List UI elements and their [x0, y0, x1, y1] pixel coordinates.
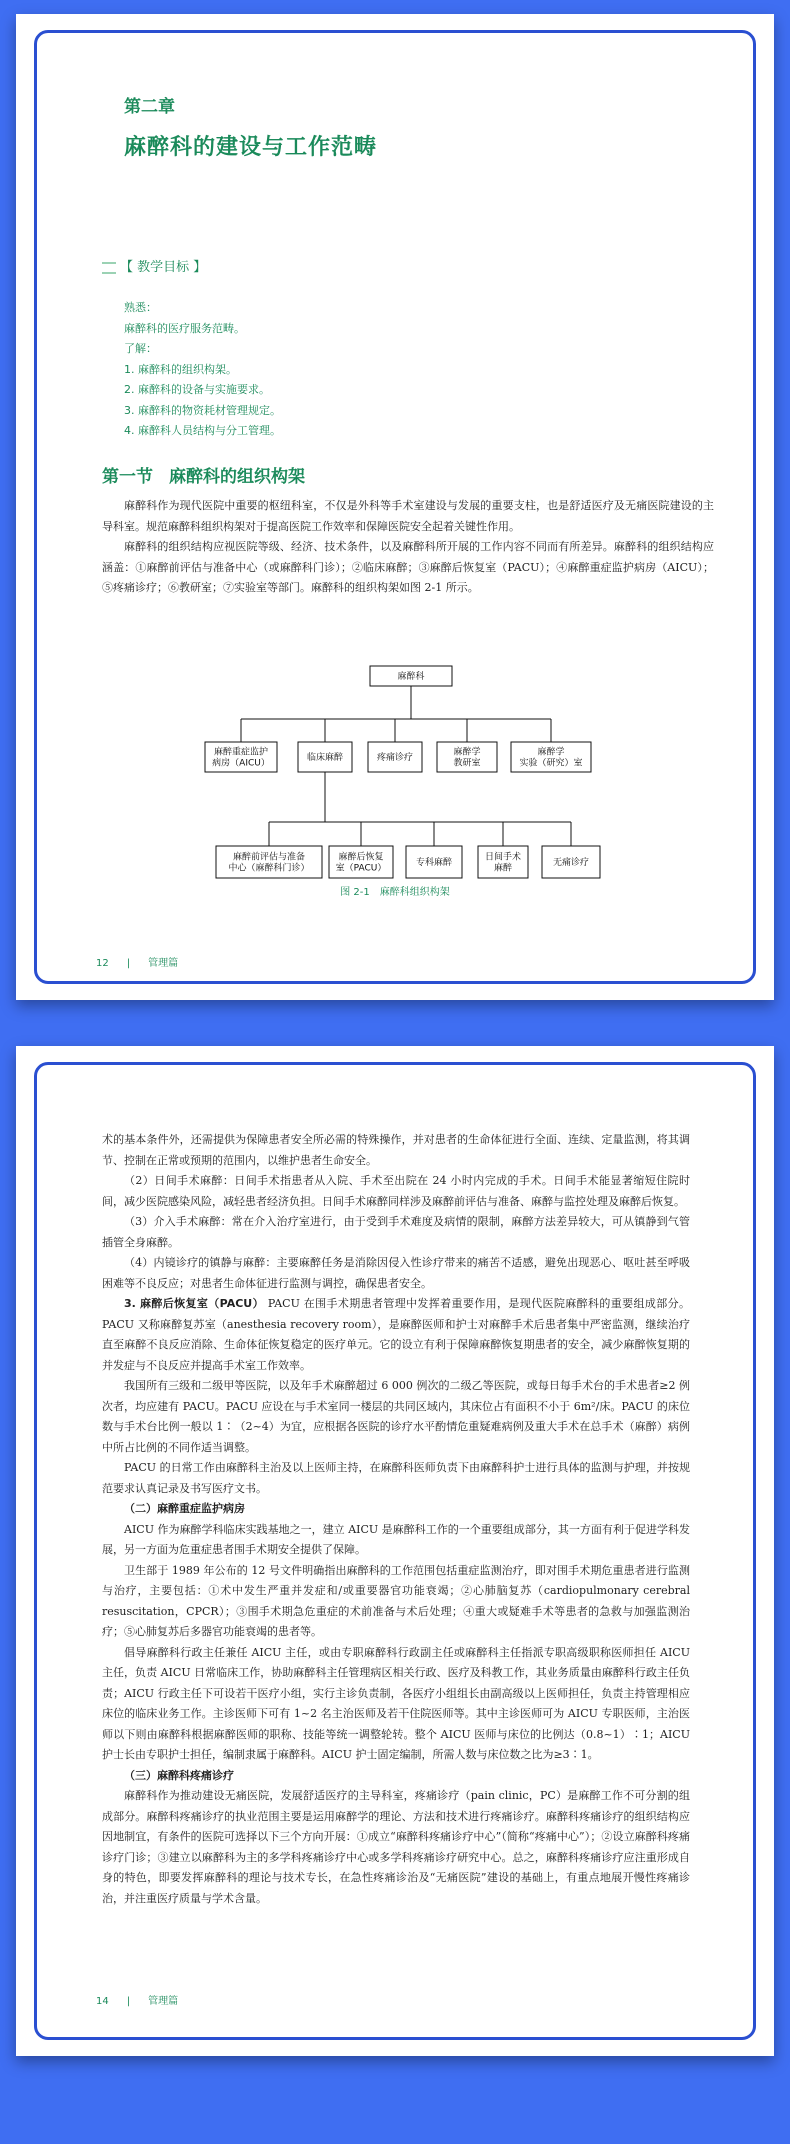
paragraph: PACU 的日常工作由麻醉科主治及以上医师主持，在麻醉科医师负责下由麻醉科护士进行具体的监测与护理，并按规范要求认真记录及书写医疗文书。: [102, 1461, 690, 1495]
objective-item: 4. 麻醉科人员结构与分工管理。: [124, 424, 281, 437]
paragraph: 麻醉科作为现代医院中重要的枢纽科室，不仅是外科等手术室建设与发展的重要支柱，也是舒适医疗及无痛医院建设的主导科室。规范麻醉科组织构架对于提高医院工作效率和保障医院安全起着关键性作用。: [102, 499, 714, 533]
section-name: 麻醉科的组织构架: [169, 467, 305, 487]
objective-item: 3. 麻醉科的物资耗材管理规定。: [124, 403, 281, 417]
org-level2-box-label: 室（PACU）: [335, 863, 387, 874]
paragraph: （3）介入手术麻醉：常在介入治疗室进行，由于受到手术难度及病情的限制，麻醉方法差异较大，可从镇静到气管插管全身麻醉。: [102, 1215, 690, 1249]
org-root-box-label: 麻醉科: [397, 672, 425, 682]
objectives-heading: 【 教学目标 】: [102, 256, 206, 275]
paragraph: 我国所有三级和二级甲等医院，以及年手术麻醉超过 6 000 例次的二级乙等医院，或每日每手术台的手术患者≥2 例次者，均应建有 PACU。PACU 应设在与手术室同一楼层的共同区域内，其床位占有面积不小于 6m²/床。PACU 的床位数与手术台比例一般以 1∶（2~4）为宜，应根据各医院的诊疗水平酌情危重疑难病例及重大手术在总手术（麻醉）病例中所占比例的不同作适当调整。: [102, 1379, 690, 1454]
paragraph: 麻醉科的组织结构应视医院等级、经济、技术条件，以及麻醉科所开展的工作内容不同而有所差异。麻醉科的组织结构应涵盖：①麻醉前评估与准备中心（或麻醉科门诊）；②临床麻醉；③麻醉后恢复室（PACU）；④麻醉重症监护病房（AICU）；⑤疼痛诊疗；⑥教研室；⑦实验室等部门。麻醉科的组织构架如图 2-1 所示。: [102, 540, 714, 594]
org-level2-box-label: 麻醉: [493, 863, 513, 874]
paragraph-text: PACU 在围手术期患者管理中发挥着重要作用，是现代医院麻醉科的重要组成部分。PACU 又称麻醉复苏室（anesthesia recovery room），是麻醉医师和护士对麻醉手术后患者集中严密监测，继续治疗直至麻醉不良反应消除、生命体征恢复稳定的医疗单元。它的设立有利于保障麻醉恢复期患者的安全，减少麻醉恢复期的并发症与不良反应并提高手术室工作效率。: [102, 1297, 690, 1372]
page-footer: [96, 1992, 178, 2007]
org-level1-box-label: 临床麻醉: [306, 753, 344, 763]
org-level1-box-label: 麻醉重症监护: [213, 747, 269, 758]
org-level2-box-label: 无痛诊疗: [552, 858, 590, 868]
org-level1-box-label: 麻醉学: [537, 747, 565, 758]
paragraph: AICU 作为麻醉学科临床实践基地之一，建立 AICU 是麻醉科工作的一个重要组成部分，其一方面有利于促进学科发展，另一方面为危重症患者围手术期安全提供了保障。: [102, 1522, 690, 1556]
chapter-number: 第二章: [124, 97, 175, 117]
org-level1-box-label: 实验（研究）室: [519, 758, 583, 769]
page-14: [16, 1046, 774, 2056]
chapter-title: 麻醉科的建设与工作范畴: [124, 135, 378, 160]
objective-item: 1. 麻醉科的组织构架。: [124, 362, 237, 376]
org-level1-box-label: 疼痛诊疗: [376, 753, 414, 763]
org-level2-box-label: 专科麻醉: [415, 858, 453, 868]
objective-item: 麻醉科的医疗服务范畴。: [124, 321, 245, 335]
footer-label: 管理篇: [148, 958, 179, 969]
org-level1-box-label: 麻醉学: [453, 747, 481, 758]
objective-item: 了解：: [124, 342, 157, 355]
paragraph-lead: 3. 麻醉后恢复室（PACU）: [124, 1297, 264, 1310]
org-level2-box-label: 中心（麻醉科门诊）: [228, 863, 310, 874]
org-level1-box-label: 病房（AICU）: [212, 758, 270, 769]
paragraph: （4）内镜诊疗的镇静与麻醉：主要麻醉任务是消除因侵入性诊疗带来的痛苦不适感，避免出现恶心、呕吐甚至呼吸困难等不良反应；对患者生命体征进行监测与调控，确保患者安全。: [102, 1256, 690, 1290]
org-level1-box-label: 教研室: [453, 758, 481, 769]
paragraph: 术的基本条件外，还需提供为保障患者安全所必需的特殊操作，并对患者的生命体征进行全面、连续、定量监测，将其调节、控制在正常或预期的范围内，以维护患者生命安全。: [102, 1133, 690, 1167]
page-footer: [96, 954, 178, 969]
paragraph: 倡导麻醉科行政主任兼任 AICU 主任，或由专职麻醉科行政副主任或麻醉科主任指派专职高级职称医师担任 AICU 主任，负责 AICU 日常临床工作，协助麻醉科主任管理病区相关行政、医疗及科教工作，其业务质量由麻醉科行政主任负责；AICU 行政主任下可设若干医疗小组，实行主诊负责制，各医疗小组组长由副高级以上医师担任，负责主持管理相应床位的临床业务工作。主诊医师下可有 1~2 名主治医师及若干住院医师等。其中主诊医师可为 AICU 专职医师，主治医师以下则由麻醉科根据麻醉医师的职称、技能等统一调整轮转。整个 AICU 医师与床位的比例达（0.8~1）∶1；AICU 护士长由专职护士担任，编制隶属于麻醉科。AICU 护士固定编制，所需人数与床位数之比为≥3∶1。: [102, 1645, 690, 1761]
section-number: 第一节: [102, 467, 153, 487]
org-chart: [16, 14, 774, 1000]
org-level2-box-label: 麻醉后恢复: [338, 852, 384, 863]
page-number: 14: [96, 1996, 109, 2007]
footer-separator: |: [126, 958, 131, 969]
org-level2-box-label: 日间手术: [484, 852, 522, 863]
paragraph: [102, 1294, 690, 1376]
objective-item: 2. 麻醉科的设备与实施要求。: [124, 383, 270, 396]
subsection-heading: （三）麻醉科疼痛诊疗: [124, 1768, 234, 1782]
footer-label: 管理篇: [148, 1996, 179, 2007]
page-number: 12: [96, 958, 109, 969]
figure-caption: 图 2-1 麻醉科组织构架: [340, 887, 450, 898]
org-level2-box-label: 麻醉前评估与准备: [232, 852, 306, 863]
body-text: [102, 1130, 690, 1909]
subsection-heading: （二）麻醉重症监护病房: [124, 1502, 245, 1515]
paragraph: 麻醉科作为推动建设无痛医院，发展舒适医疗的主导科室，疼痛诊疗（pain clinic，PC）是麻醉工作不可分割的组成部分。麻醉科疼痛诊疗的执业范围主要是运用麻醉学的理论、方法和技术进行疼痛诊疗。麻醉科疼痛诊疗的组织结构应因地制宜，有条件的医院可选择以下三个方向开展：①成立“麻醉科疼痛诊疗中心”（简称“疼痛中心”）；②设立麻醉科疼痛诊疗门诊；③建立以麻醉科为主的多学科疼痛诊疗中心或多学科疼痛诊疗研究中心。总之，麻醉科疼痛诊疗应注重形成自身的特色，即要发挥麻醉科的理论与技术专长，在急性疼痛诊治及“无痛医院”建设的基础上，有重点地展开慢性疼痛诊治，并注重医疗质量与学术含量。: [102, 1789, 690, 1905]
paragraph: （2）日间手术麻醉：日间手术指患者从入院、手术至出院在 24 小时内完成的手术。日间手术能显著缩短住院时间，减少医院感染风险，减轻患者经济负担。日间手术麻醉同样涉及麻醉前评估与准备、麻醉与监控处理及麻醉后恢复。: [102, 1174, 690, 1208]
footer-separator: |: [126, 1996, 131, 2007]
objective-item: 熟悉：: [124, 301, 157, 314]
page-12: [16, 14, 774, 1000]
paragraph: 卫生部于 1989 年公布的 12 号文件明确指出麻醉科的工作范围包括重症监测治疗，即对围手术期危重患者进行监测与治疗，主要包括：①术中发生严重并发症和/或重要器官功能衰竭；②心肺脑复苏（cardiopulmonary cerebral resuscitation，CPCR）；③围手术期急危重症的术前准备与术后处理；④重大或疑难手术等患者的急救与加强监测治疗；⑤心肺复苏后多器官功能衰竭的患者等。: [102, 1563, 690, 1638]
